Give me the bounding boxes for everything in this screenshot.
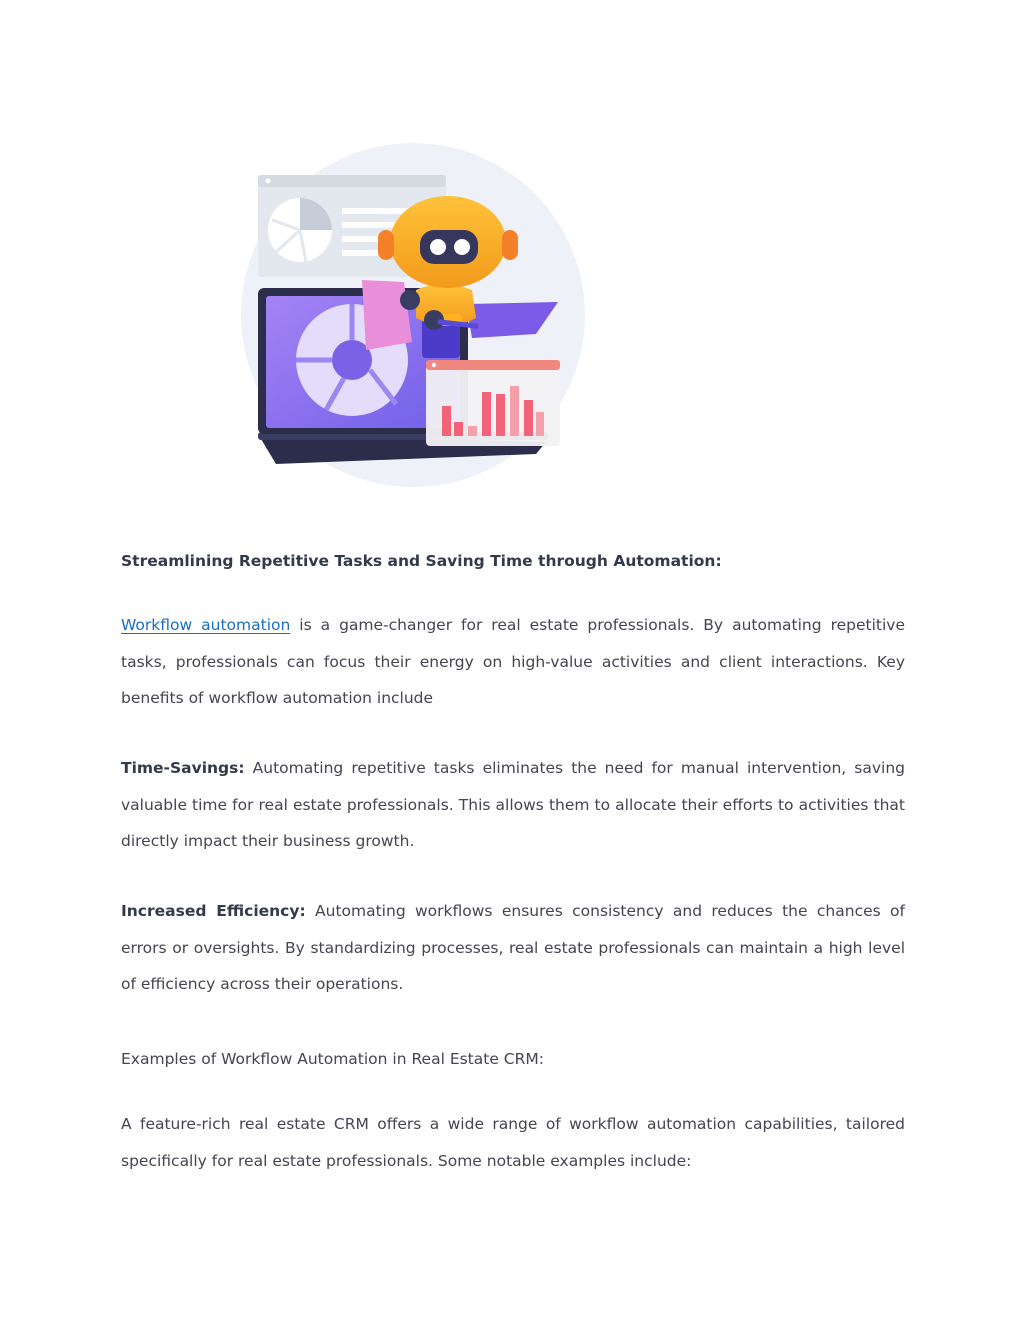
examples-heading: Examples of Workflow Automation in Real Estate CRM: xyxy=(121,1050,544,1068)
intro-paragraph xyxy=(121,607,905,717)
benefit-time-savings xyxy=(121,750,905,860)
benefit-title: Increased Efficiency: xyxy=(121,902,306,920)
benefit-text: Automating repetitive tasks eliminates the need for manual intervention, saving valuable time for real estate professionals. This allows them to allocate their efforts to activities that directly impact their business growth. xyxy=(121,759,905,850)
examples-intro-paragraph: A feature-rich real estate CRM offers a wide range of workflow automation capabilities, tailored specifically for real estate professionals. Some notable examples include: xyxy=(121,1115,905,1170)
benefit-title: Time-Savings: xyxy=(121,759,245,777)
intro-text: is a game-changer for real estate professionals. By automating repetitive tasks, professionals can focus their energy on high-value activities and client interactions. Key benefits of workflow automation include xyxy=(121,616,905,707)
section-heading: Streamlining Repetitive Tasks and Saving Time through Automation: xyxy=(121,552,722,570)
workflow-automation-link[interactable]: Workflow automation xyxy=(121,616,291,634)
benefit-increased-efficiency xyxy=(121,893,905,1003)
robot-automation-illustration xyxy=(236,142,592,488)
robot-laptop-icon xyxy=(236,142,592,488)
benefit-text: Automating workflows ensures consistency and reduces the chances of errors or oversights. By standardizing processes, real estate professionals can maintain a high level of efficiency across their operations. xyxy=(121,902,905,993)
